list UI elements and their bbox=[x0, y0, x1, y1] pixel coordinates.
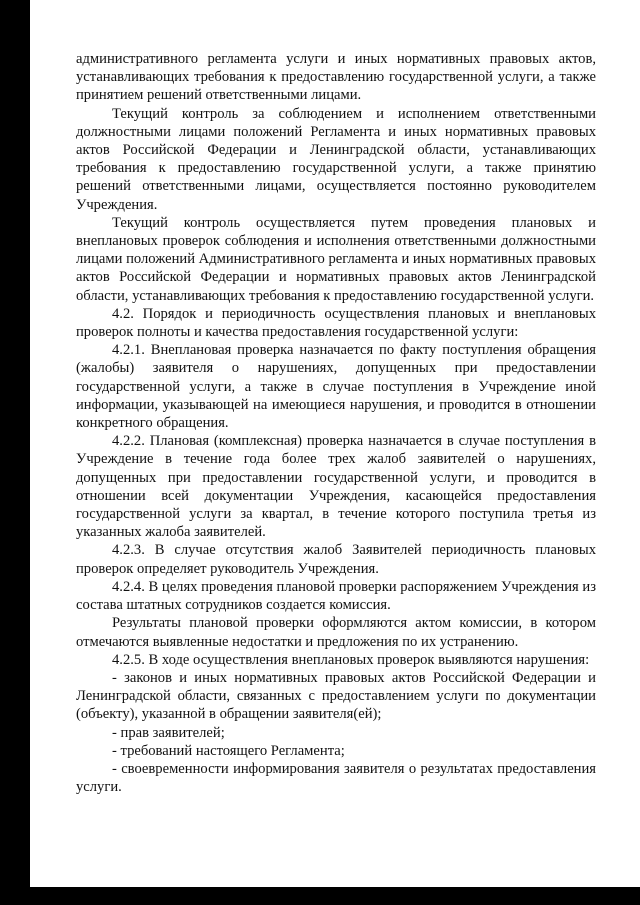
list-item-rights: - прав заявителей; bbox=[112, 724, 225, 741]
clause-4-2-2: 4.2.2. Плановая (комплексная) проверка назначается в случае поступления в Учреждение в течение года более трех жалоб заявителей о нарушениях, допущенных при предоставлении государственной услуги, и проводится в отношении всей документации Учреждения, касающейся предоставления государственной услуги за квартал, в течение которого поступила третья из указанных жалоба заявителей. bbox=[76, 433, 596, 541]
scan-edge-left bbox=[0, 0, 30, 905]
paragraph-inspection-results: Результаты плановой проверки оформляются актом комиссии, в котором отмечаются выявленные недостатки и предложения по их устранению. bbox=[76, 615, 596, 650]
section-4-2-heading: 4.2. Порядок и периодичность осуществления плановых и внеплановых проверок полноты и качества предоставления государственной услуги: bbox=[76, 305, 596, 341]
scan-edge-bottom bbox=[0, 887, 640, 905]
list-item-requirements: - требований настоящего Регламента; bbox=[112, 742, 345, 759]
clause-4-2-5: 4.2.5. В ходе осуществления внеплановых проверок выявляются нарушения: bbox=[112, 651, 590, 668]
clause-4-2-4: 4.2.4. В целях проведения плановой проверки распоряжением Учреждения из состава штатных сотрудников создается комиссия. bbox=[76, 578, 596, 614]
list-item-laws: - законов и иных нормативных правовых актов Российской Федерации и Ленинградской области, связанных с предоставлением услуги по документации (объекту), указанной в обращении заявителя(ей); bbox=[76, 669, 596, 723]
paragraph-control-method: Текущий контроль осуществляется путем проведения плановых и внеплановых проверок соблюдения и исполнения ответственными должностными лицами положений Административного регламента и иных нормативных правовых актов Российской Федерации и нормативных правовых актов Ленинградской области, устанавливающих требования к предоставлению государственной услуги. bbox=[76, 214, 596, 304]
paragraph-current-control: Текущий контроль за соблюдением и исполнением ответственными должностными лицами положений Регламента и иных нормативных правовых актов Российской Федерации и Ленинградской области, устанавливающих требования к предоставлению государственной услуги, а также принятию решений ответственными лицами, осуществляется постоянно руководителем Учреждения. bbox=[76, 105, 596, 213]
document-body bbox=[76, 50, 596, 796]
paragraph-continuation: административного регламента услуги и иных нормативных правовых актов, устанавливающих требования к предоставлению государственной услуги, а также принятием решений ответственными лицами. bbox=[76, 51, 596, 104]
clause-4-2-1: 4.2.1. Внеплановая проверка назначается по факту поступления обращения (жалобы) заявителя о нарушениях, допущенных при предоставлении государственной услуги, а также в случае поступления в Учреждение иной информации, указывающей на имеющиеся нарушения, и проводится в отношении конкретного обращения. bbox=[76, 342, 596, 432]
clause-4-2-3: 4.2.3. В случае отсутствия жалоб Заявителей периодичность плановых проверок определяет руководитель Учреждения. bbox=[76, 542, 596, 577]
list-item-timeliness: - своевременности информирования заявителя о результатах предоставления услуги. bbox=[76, 760, 596, 796]
